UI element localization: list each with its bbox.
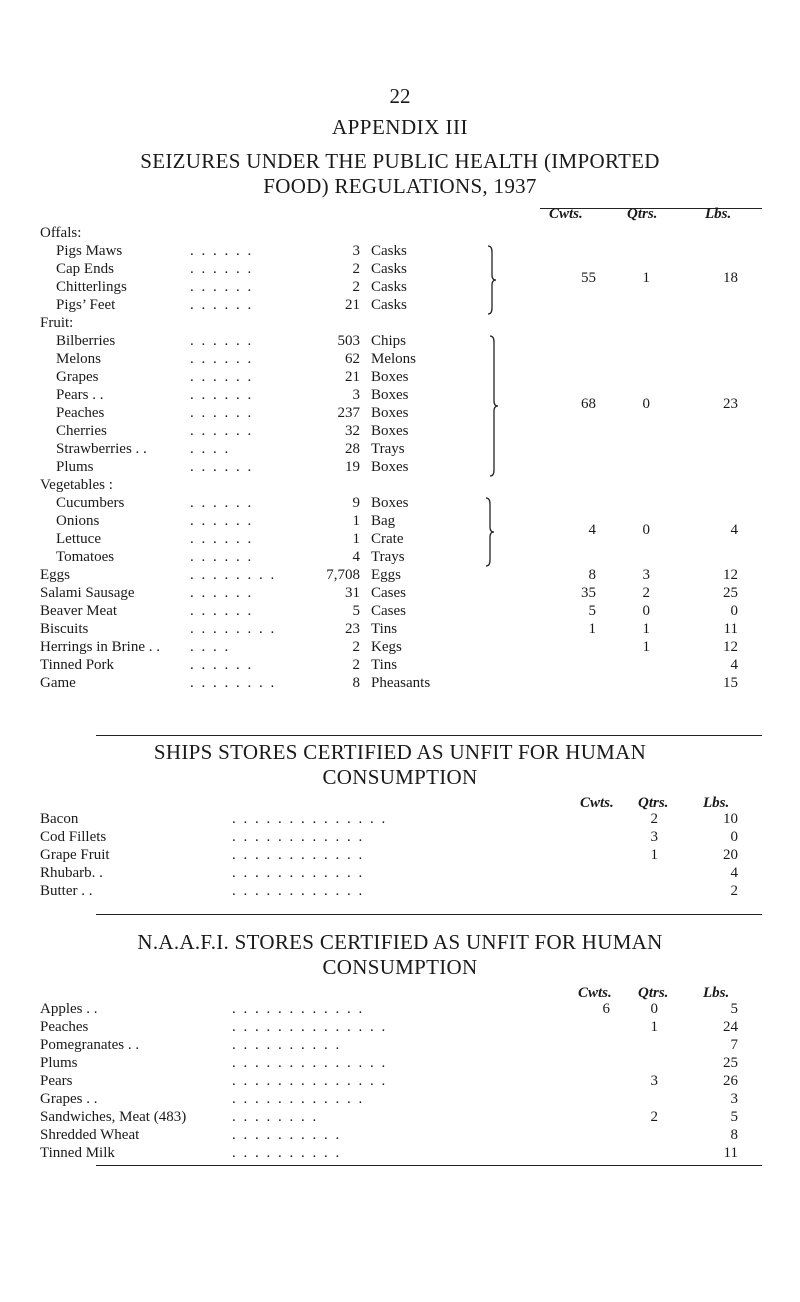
item-unit: Tins (371, 621, 398, 637)
group-total-qtrs: 0 (642, 396, 650, 412)
item-unit: Pheasants (371, 675, 431, 691)
item-qtrs: 2 (650, 1109, 658, 1125)
item-name: Cherries (56, 423, 107, 439)
item-lbs: 10 (723, 811, 738, 827)
item-lbs: 0 (730, 603, 738, 619)
item-quantity: 237 (337, 405, 360, 421)
item-name: Pigs Maws (56, 243, 123, 259)
item-lbs: 4 (730, 865, 738, 881)
item-name: Bilberries (56, 333, 116, 349)
item-quantity: 2 (352, 279, 360, 295)
section3-bottom-rule (96, 1165, 762, 1166)
item-qtrs: 2 (650, 811, 658, 827)
item-qtrs: 3 (642, 567, 650, 583)
item-quantity: 7,708 (326, 567, 360, 583)
item-cwts: 8 (588, 567, 596, 583)
section3-col-cwts: Cwts. (578, 985, 612, 1001)
item-name: Grapes (56, 369, 99, 385)
section2-col-lbs: Lbs. (703, 795, 730, 811)
item-qtrs: 1 (650, 847, 658, 863)
item-lbs: 11 (723, 1145, 738, 1161)
item-lbs: 11 (723, 621, 738, 637)
item-quantity: 2 (352, 261, 360, 277)
group-brace-icon (488, 336, 502, 476)
item-name: Pomegranates . . (40, 1037, 140, 1053)
item-name: Pears . . (56, 387, 104, 403)
item-qtrs: 0 (650, 1001, 658, 1017)
item-name: Butter . . (40, 883, 93, 899)
item-lbs: 8 (730, 1127, 738, 1143)
group-total-lbs: 4 (730, 522, 738, 538)
group-total-lbs: 18 (723, 270, 738, 286)
section2-title-line1: SHIPS STORES CERTIFIED AS UNFIT FOR HUMAN (153, 740, 647, 764)
item-quantity: 62 (345, 351, 360, 367)
item-unit: Chips (371, 333, 407, 349)
section2-bottom-rule (96, 914, 762, 915)
item-quantity: 32 (345, 423, 360, 439)
item-quantity: 23 (345, 621, 360, 637)
item-unit: Bag (371, 513, 396, 529)
group-total-cwts: 68 (581, 396, 596, 412)
item-name: Melons (56, 351, 101, 367)
group-total-qtrs: 0 (642, 522, 650, 538)
item-quantity: 9 (352, 495, 360, 511)
item-unit: Boxes (371, 369, 409, 385)
group-heading: Offals: (40, 225, 82, 241)
item-unit: Melons (371, 351, 416, 367)
item-name: Tinned Pork (40, 657, 115, 673)
item-name: Cap Ends (56, 261, 114, 277)
item-name: Lettuce (56, 531, 101, 547)
item-name: Game (40, 675, 76, 691)
item-quantity: 2 (352, 639, 360, 655)
item-unit: Boxes (371, 495, 409, 511)
item-name: Peaches (40, 1019, 89, 1035)
item-unit: Trays (371, 549, 405, 565)
item-unit: Casks (371, 261, 407, 277)
section1-title-line1: SEIZURES UNDER THE PUBLIC HEALTH (IMPORTED (140, 149, 660, 173)
item-qtrs: 1 (650, 1019, 658, 1035)
item-name: Sandwiches, Meat (483) (40, 1109, 187, 1125)
item-name: Grapes . . (40, 1091, 98, 1107)
item-qtrs: 0 (642, 603, 650, 619)
group-brace-icon (484, 498, 498, 566)
item-quantity: 28 (345, 441, 360, 457)
section2-title-line2: CONSUMPTION (322, 765, 478, 789)
item-lbs: 20 (723, 847, 738, 863)
item-quantity: 21 (345, 369, 360, 385)
section1-col-cwts: Cwts. (549, 206, 583, 222)
item-lbs: 3 (730, 1091, 738, 1107)
item-quantity: 3 (352, 243, 360, 259)
item-unit: Cases (371, 585, 406, 601)
item-qtrs: 3 (650, 1073, 658, 1089)
item-cwts: 5 (588, 603, 596, 619)
item-name: Onions (56, 513, 100, 529)
item-qtrs: 3 (650, 829, 658, 845)
item-quantity: 1 (352, 531, 360, 547)
section1-col-qtrs: Qtrs. (627, 206, 658, 222)
item-name: Plums (56, 459, 94, 475)
item-name: Tomatoes (56, 549, 115, 565)
item-unit: Cases (371, 603, 406, 619)
item-quantity: 5 (352, 603, 360, 619)
item-name: Apples . . (40, 1001, 98, 1017)
item-quantity: 1 (352, 513, 360, 529)
item-unit: Boxes (371, 405, 409, 421)
item-name: Cod Fillets (40, 829, 107, 845)
group-total-qtrs: 1 (642, 270, 650, 286)
item-quantity: 21 (345, 297, 360, 313)
item-cwts: 1 (588, 621, 596, 637)
item-name: Biscuits (40, 621, 89, 637)
item-quantity: 503 (337, 333, 360, 349)
item-quantity: 8 (352, 675, 360, 691)
item-quantity: 19 (345, 459, 360, 475)
item-name: Beaver Meat (40, 603, 118, 619)
section1-col-lbs: Lbs. (705, 206, 732, 222)
section1-bottom-rule (96, 735, 762, 736)
section3-title-line1: N.A.A.F.I. STORES CERTIFIED AS UNFIT FOR HUMAN (137, 930, 663, 954)
group-total-cwts: 55 (581, 270, 596, 286)
group-heading: Vegetables : (40, 477, 113, 493)
item-qtrs: 1 (642, 639, 650, 655)
appendix-title: APPENDIX III (331, 115, 469, 139)
item-name: Eggs (40, 567, 70, 583)
item-lbs: 15 (723, 675, 738, 691)
item-lbs: 12 (723, 639, 738, 655)
item-name: Pigs’ Feet (56, 297, 116, 313)
group-heading: Fruit: (40, 315, 74, 331)
section3-col-qtrs: Qtrs. (638, 985, 669, 1001)
item-unit: Kegs (371, 639, 402, 655)
item-cwts: 6 (602, 1001, 610, 1017)
item-quantity: 31 (345, 585, 360, 601)
item-lbs: 24 (723, 1019, 738, 1035)
section2-col-cwts: Cwts. (580, 795, 614, 811)
item-unit: Casks (371, 297, 407, 313)
item-unit: Boxes (371, 387, 409, 403)
group-total-cwts: 4 (588, 522, 596, 538)
item-lbs: 5 (730, 1109, 738, 1125)
item-name: Tinned Milk (40, 1145, 115, 1161)
item-name: Herrings in Brine . . (40, 639, 160, 655)
item-name: Peaches (56, 405, 105, 421)
item-lbs: 12 (723, 567, 738, 583)
item-unit: Trays (371, 441, 405, 457)
item-cwts: 35 (581, 585, 596, 601)
item-lbs: 26 (723, 1073, 738, 1089)
item-lbs: 7 (730, 1037, 738, 1053)
item-name: Cucumbers (56, 495, 125, 511)
section3-col-lbs: Lbs. (703, 985, 730, 1001)
item-name: Chitterlings (56, 279, 127, 295)
page-number: 22 (389, 84, 411, 108)
item-lbs: 2 (730, 883, 738, 899)
section1-title-line2: FOOD) REGULATIONS, 1937 (263, 174, 537, 198)
item-name: Rhubarb. . (40, 865, 103, 881)
item-name: Plums (40, 1055, 78, 1071)
item-lbs: 0 (730, 829, 738, 845)
section3-title-line2: CONSUMPTION (322, 955, 478, 979)
item-quantity: 4 (352, 549, 360, 565)
item-name: Grape Fruit (40, 847, 110, 863)
item-lbs: 5 (730, 1001, 738, 1017)
item-quantity: 3 (352, 387, 360, 403)
item-unit: Casks (371, 279, 407, 295)
item-quantity: 2 (352, 657, 360, 673)
item-unit: Casks (371, 243, 407, 259)
group-brace-icon (486, 246, 500, 314)
item-lbs: 25 (723, 585, 738, 601)
item-name: Bacon (40, 811, 79, 827)
item-lbs: 25 (723, 1055, 738, 1071)
item-unit: Crate (371, 531, 404, 547)
item-lbs: 4 (730, 657, 738, 673)
item-name: Shredded Wheat (40, 1127, 140, 1143)
item-unit: Eggs (371, 567, 401, 583)
item-unit: Boxes (371, 423, 409, 439)
item-name: Pears (40, 1073, 73, 1089)
item-unit: Boxes (371, 459, 409, 475)
section2-col-qtrs: Qtrs. (638, 795, 669, 811)
item-qtrs: 2 (642, 585, 650, 601)
item-qtrs: 1 (642, 621, 650, 637)
item-unit: Tins (371, 657, 398, 673)
item-name: Salami Sausage (40, 585, 135, 601)
item-name: Strawberries . . (56, 441, 147, 457)
group-total-lbs: 23 (723, 396, 738, 412)
